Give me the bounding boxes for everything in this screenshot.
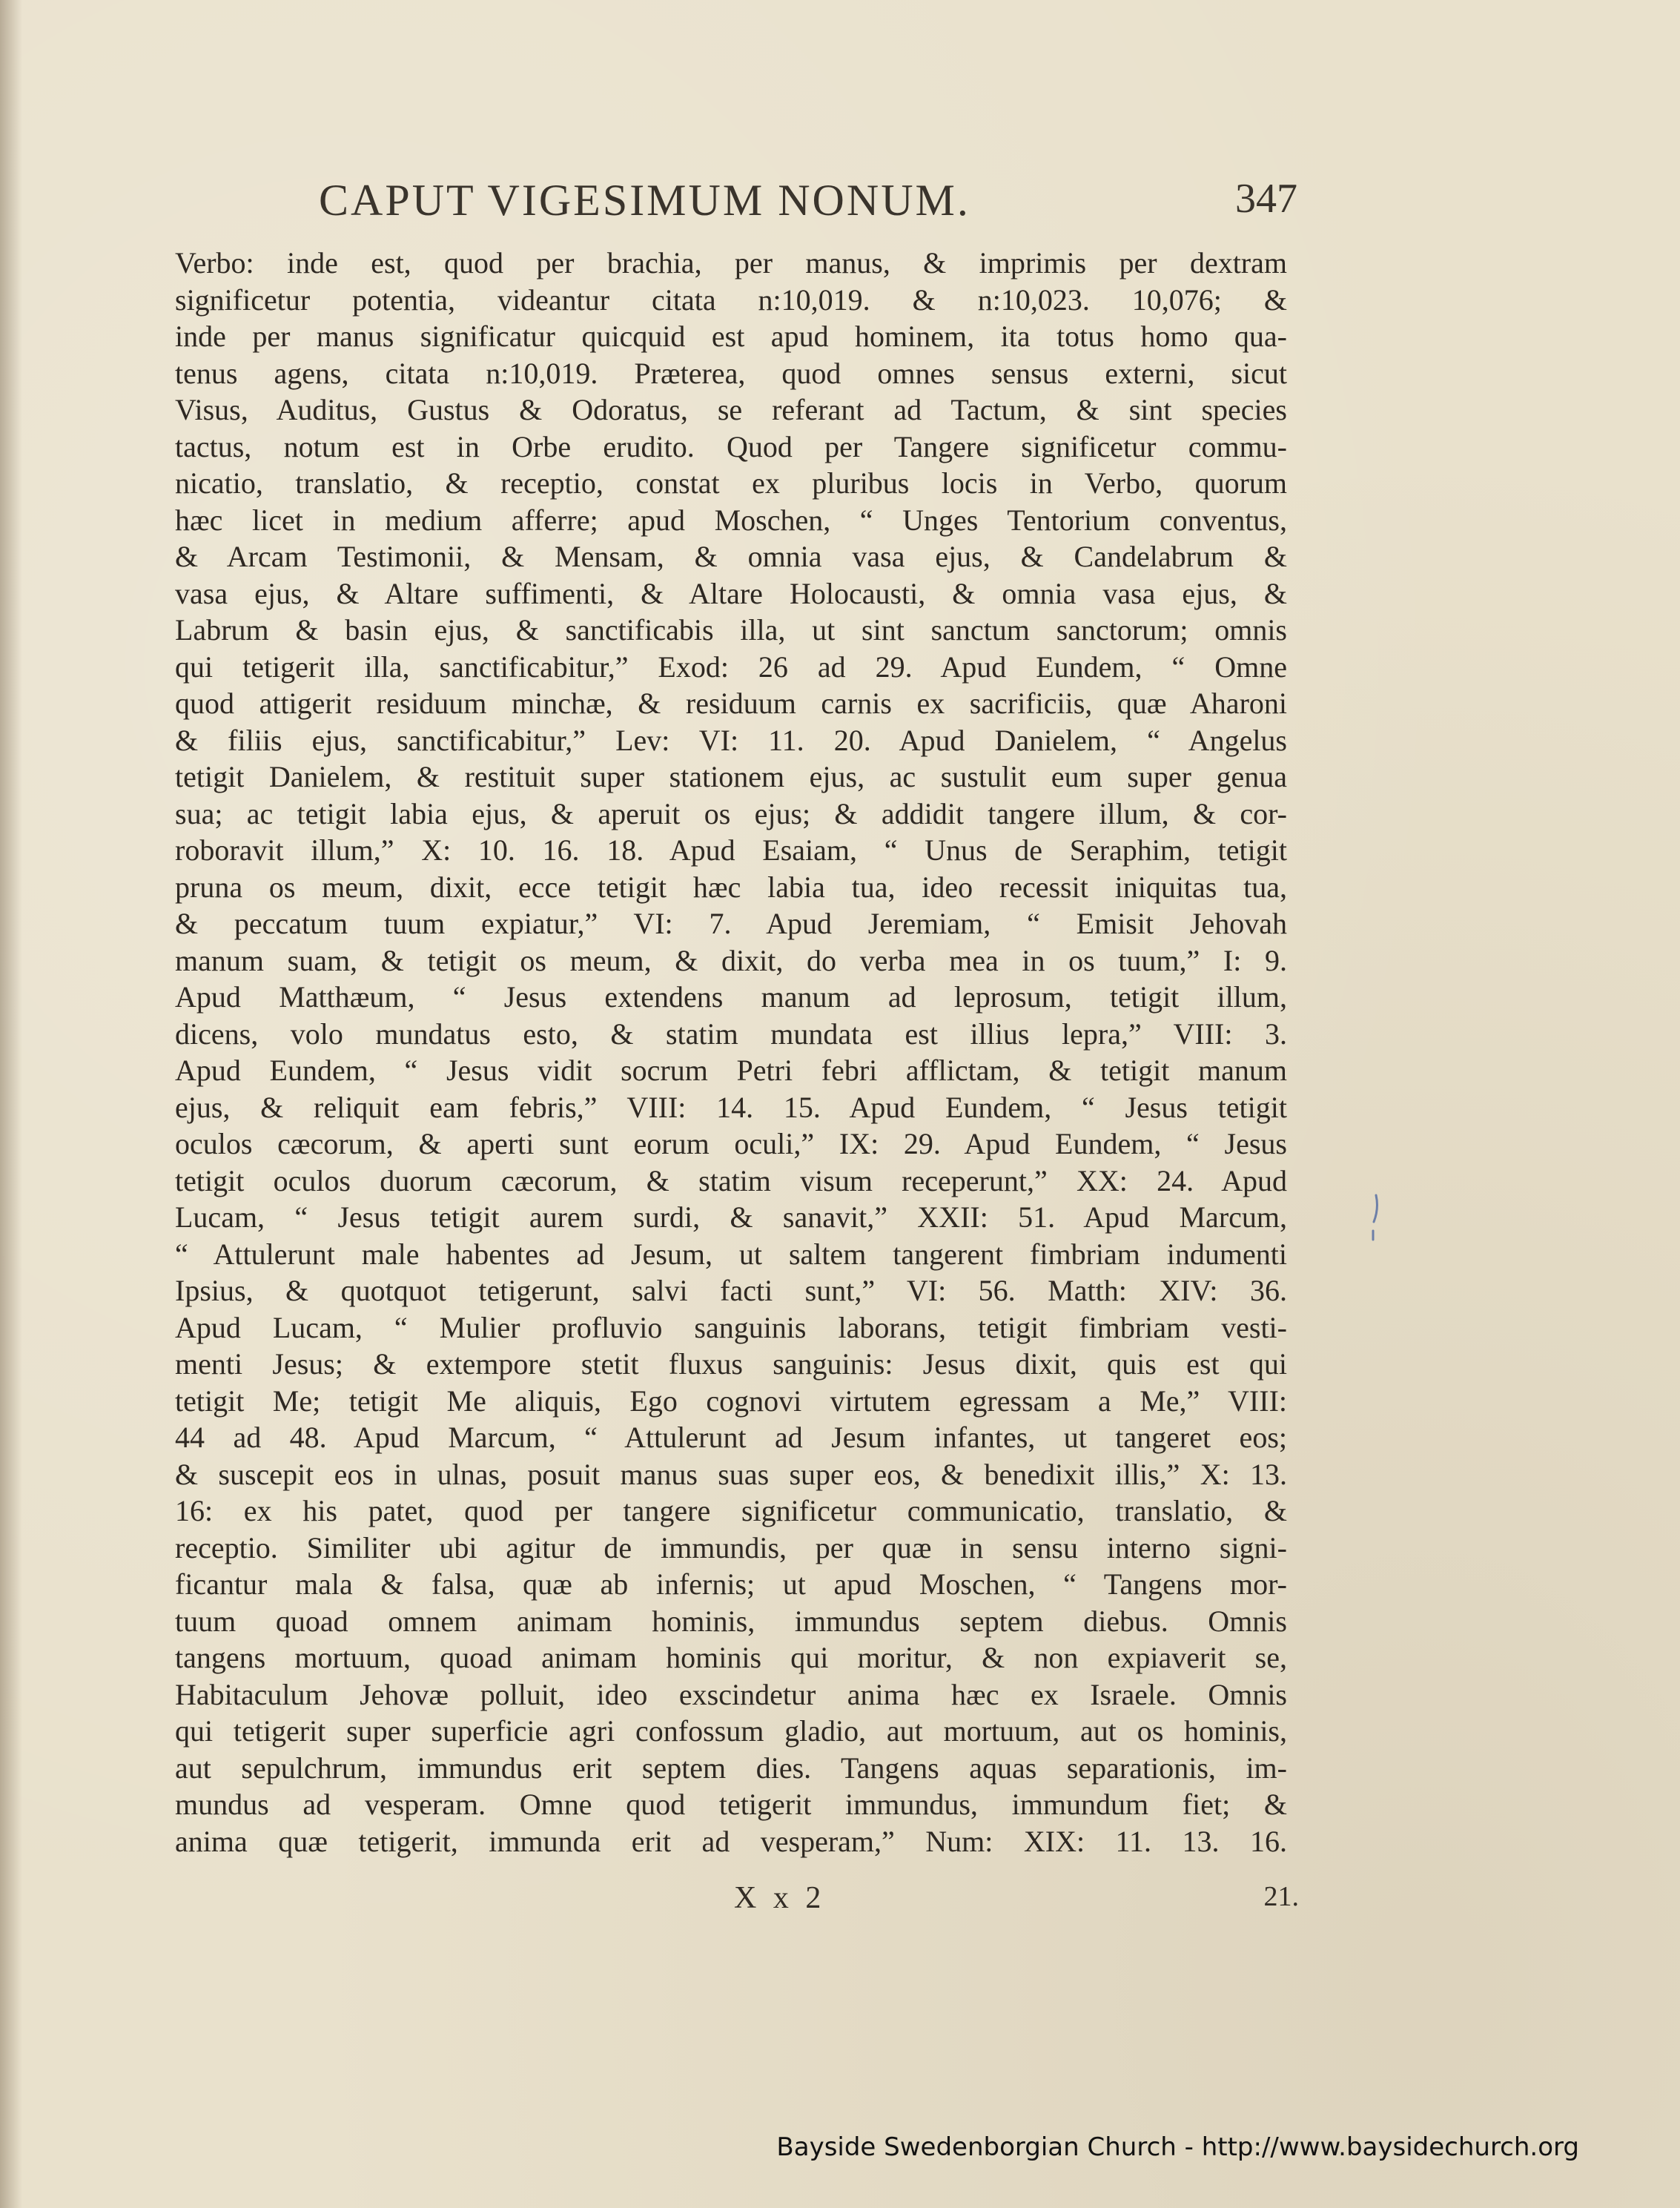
text-line: tactus, notum est in Orbe erudito. Quod per Tangere significetur commu- bbox=[175, 429, 1287, 463]
text-line: 44 ad 48. Apud Marcum, “ Attulerunt ad Jesum infantes, ut tangeret eos; bbox=[175, 1421, 1287, 1454]
text-line: qui tetigerit super superficie agri confossum gladio, aut mortuum, aut os hominis, bbox=[175, 1714, 1287, 1748]
text-line: hæc licet in medium afferre; apud Moschen, “ Unges Tentorium conventus, bbox=[175, 503, 1287, 537]
pencil-margin-mark bbox=[1369, 1194, 1380, 1246]
text-line: significetur potentia, videantur citata n:10,019. & n:10,023. 10,076; & bbox=[175, 282, 1287, 317]
text-line: roboravit illum,” X: 10. 16. 18. Apud Esaiam, “ Unus de Seraphim, tetigit bbox=[175, 833, 1287, 867]
text-line: & suscepit eos in ulnas, posuit manus suas super eos, & benedixit illis,” X: 13. bbox=[175, 1457, 1287, 1491]
text-line: tuum quoad omnem animam hominis, immundus septem diebus. Omnis bbox=[175, 1604, 1287, 1638]
text-line: Apud Matthæum, “ Jesus extendens manum ad leprosum, tetigit illum, bbox=[175, 980, 1287, 1014]
text-line: tetigit Danielem, & restituit super stationem ejus, ac sustulit eum super genua bbox=[175, 760, 1287, 793]
text-line: nicatio, translatio, & receptio, constat ex pluribus locis in Verbo, quorum bbox=[175, 466, 1287, 500]
running-header bbox=[319, 175, 1297, 242]
text-line: Apud Lucam, “ Mulier profluvio sanguinis laborans, tetigit fimbriam vesti- bbox=[175, 1310, 1287, 1344]
text-line: dicens, volo mundatus esto, & statim mundata est illius lepra,” VIII: 3. bbox=[175, 1017, 1287, 1051]
text-line: 16: ex his patet, quod per tangere significetur communicatio, translatio, & bbox=[175, 1494, 1287, 1527]
text-line: Ipsius, & quotquot tetigerunt, salvi facti sunt,” VI: 56. Matth: XIV: 36. bbox=[175, 1274, 1287, 1307]
text-line: tangens mortuum, quoad animam hominis qui moritur, & non expiaverit se, bbox=[175, 1641, 1287, 1674]
text-line: sua; ac tetigit labia ejus, & aperuit os ejus; & addidit tangere illum, & cor- bbox=[175, 796, 1287, 830]
text-line: “ Attulerunt male habentes ad Jesum, ut saltem tangerent fimbriam indumenti bbox=[175, 1237, 1287, 1271]
text-line: anima quæ tetigerit, immunda erit ad vesperam,” Num: XIX: 11. 13. 16. bbox=[175, 1824, 1287, 1858]
text-line: Labrum & basin ejus, & sanctificabis illa, ut sint sanctum sanctorum; omnis bbox=[175, 613, 1287, 647]
text-line: ficantur mala & falsa, quæ ab infernis; ut apud Moschen, “ Tangens mor- bbox=[175, 1567, 1287, 1601]
text-line: mundus ad vesperam. Omne quod tetigerit immundus, immundum fiet; & bbox=[175, 1788, 1287, 1821]
text-line: menti Jesus; & extempore stetit fluxus sanguinis: Jesus dixit, quis est qui bbox=[175, 1347, 1287, 1381]
signature-mark: X x 2 bbox=[734, 1881, 826, 1915]
text-line: receptio. Similiter ubi agitur de immundis, per quæ in sensu interno signi- bbox=[175, 1530, 1287, 1564]
text-line: aut sepulchrum, immundus erit septem dies. Tangens aquas separationis, im- bbox=[175, 1751, 1287, 1785]
text-line: tetigit oculos duorum cæcorum, & statim visum receperunt,” XX: 24. Apud bbox=[175, 1163, 1287, 1197]
text-line: Visus, Auditus, Gustus & Odoratus, se referant ad Tactum, & sint species bbox=[175, 393, 1287, 426]
text-line: vasa ejus, & Altare suffimenti, & Altare Holocausti, & omnia vasa ejus, & bbox=[175, 576, 1287, 610]
body-text bbox=[175, 245, 1287, 1861]
text-line: Lucam, “ Jesus tetigit aurem surdi, & sanavit,” XXII: 51. Apud Marcum, bbox=[175, 1200, 1287, 1234]
catchword: 21. bbox=[1263, 1881, 1299, 1912]
text-line: & Arcam Testimonii, & Mensam, & omnia vasa ejus, & Candelabrum & bbox=[175, 540, 1287, 573]
text-line: ejus, & reliquit eam febris,” VIII: 14. 15. Apud Eundem, “ Jesus tetigit bbox=[175, 1090, 1287, 1124]
text-line: Apud Eundem, “ Jesus vidit socrum Petri febri afflictam, & tetigit manum bbox=[175, 1054, 1287, 1087]
text-line: pruna os meum, dixit, ecce tetigit hæc labia tua, ideo recessit iniquitas tua, bbox=[175, 870, 1287, 904]
text-line: qui tetigerit illa, sanctificabitur,” Exod: 26 ad 29. Apud Eundem, “ Omne bbox=[175, 649, 1287, 684]
text-line: tenus agens, citata n:10,019. Præterea, quod omnes sensus externi, sicut bbox=[175, 356, 1287, 390]
chapter-title: CAPUT VIGESIMUM NONUM. bbox=[319, 176, 970, 225]
text-line: inde per manus significatur quicquid est apud hominem, ita totus homo qua- bbox=[175, 320, 1287, 353]
text-line: manum suam, & tetigit os meum, & dixit, do verba mea in os tuum,” I: 9. bbox=[175, 943, 1287, 977]
page-binding-shadow bbox=[0, 0, 22, 2208]
text-line: Habitaculum Jehovæ polluit, ideo exscindetur anima hæc ex Israele. Omnis bbox=[175, 1677, 1287, 1711]
text-line: Verbo: inde est, quod per brachia, per manus, & imprimis per dextram bbox=[175, 246, 1287, 280]
text-line: & peccatum tuum expiatur,” VI: 7. Apud Jeremiam, “ Emisit Jehovah bbox=[175, 907, 1287, 940]
text-line: tetigit Me; tetigit Me aliquis, Ego cognovi virtutem egressam a Me,” VIII: bbox=[175, 1384, 1287, 1418]
text-line: & filiis ejus, sanctificabitur,” Lev: VI: 11. 20. Apud Danielem, “ Angelus bbox=[175, 723, 1287, 757]
text-line: quod attigerit residuum minchæ, & residuum carnis ex sacrificiis, quæ Aharoni bbox=[175, 687, 1287, 720]
page-number: 347 bbox=[1235, 176, 1297, 222]
text-line: oculos cæcorum, & aperti sunt eorum oculi,” IX: 29. Apud Eundem, “ Jesus bbox=[175, 1127, 1287, 1160]
watermark-text: Bayside Swedenborgian Church - http://www.baysidechurch.org bbox=[776, 2132, 1579, 2162]
